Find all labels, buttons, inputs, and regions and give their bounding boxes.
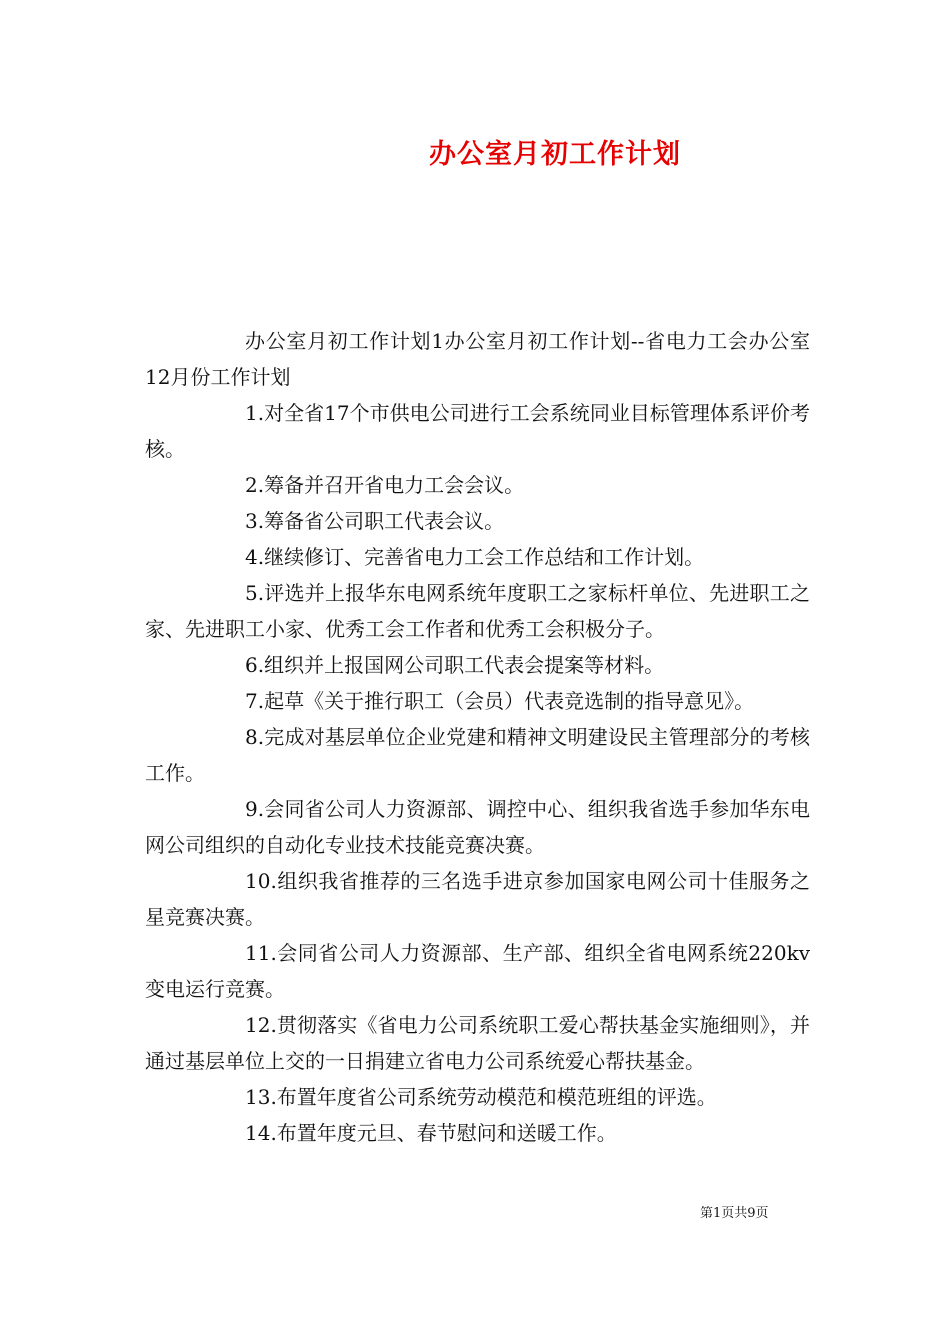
list-item: 9.会同省公司人力资源部、调控中心、组织我省选手参加华东电网公司组织的自动化专业技术技能竞赛决赛。: [145, 797, 810, 857]
list-item: 8.完成对基层单位企业党建和精神文明建设民主管理部分的考核工作。: [145, 725, 810, 785]
list-item: 6.组织并上报国网公司职工代表会提案等材料。: [245, 653, 665, 677]
document-body: [145, 323, 810, 1151]
list-item: 10.组织我省推荐的三名选手进京参加国家电网公司十佳服务之星竞赛决赛。: [145, 869, 810, 929]
list-item: 7.起草《关于推行职工（会员）代表竞选制的指导意见》。: [245, 689, 755, 713]
list-item: 14.布置年度元旦、春节慰问和送暖工作。: [245, 1121, 617, 1145]
list-item: 2.筹备并召开省电力工会会议。: [245, 473, 525, 497]
document-title: 办公室月初工作计划: [429, 139, 681, 170]
page-number-footer: 第1页共9页: [700, 1206, 769, 1221]
list-item: 13.布置年度省公司系统劳动模范和模范班组的评选。: [245, 1085, 717, 1109]
list-item: 11.会同省公司人力资源部、生产部、组织全省电网系统220kv变电运行竞赛。: [145, 941, 810, 1001]
list-item: 1.对全省17个市供电公司进行工会系统同业目标管理体系评价考核。: [145, 401, 810, 461]
list-item: 5.评选并上报华东电网系统年度职工之家标杆单位、先进职工之家、先进职工小家、优秀工会工作者和优秀工会积极分子。: [145, 581, 810, 641]
list-item: 3.筹备省公司职工代表会议。: [245, 509, 505, 533]
list-item: 12.贯彻落实《省电力公司系统职工爱心帮扶基金实施细则》，并通过基层单位上交的一日捐建立省电力公司系统爱心帮扶基金。: [145, 1013, 810, 1073]
list-item: 4.继续修订、完善省电力工会工作总结和工作计划。: [245, 545, 705, 569]
intro-paragraph: 办公室月初工作计划1办公室月初工作计划--省电力工会办公室12月份工作计划: [145, 329, 810, 389]
